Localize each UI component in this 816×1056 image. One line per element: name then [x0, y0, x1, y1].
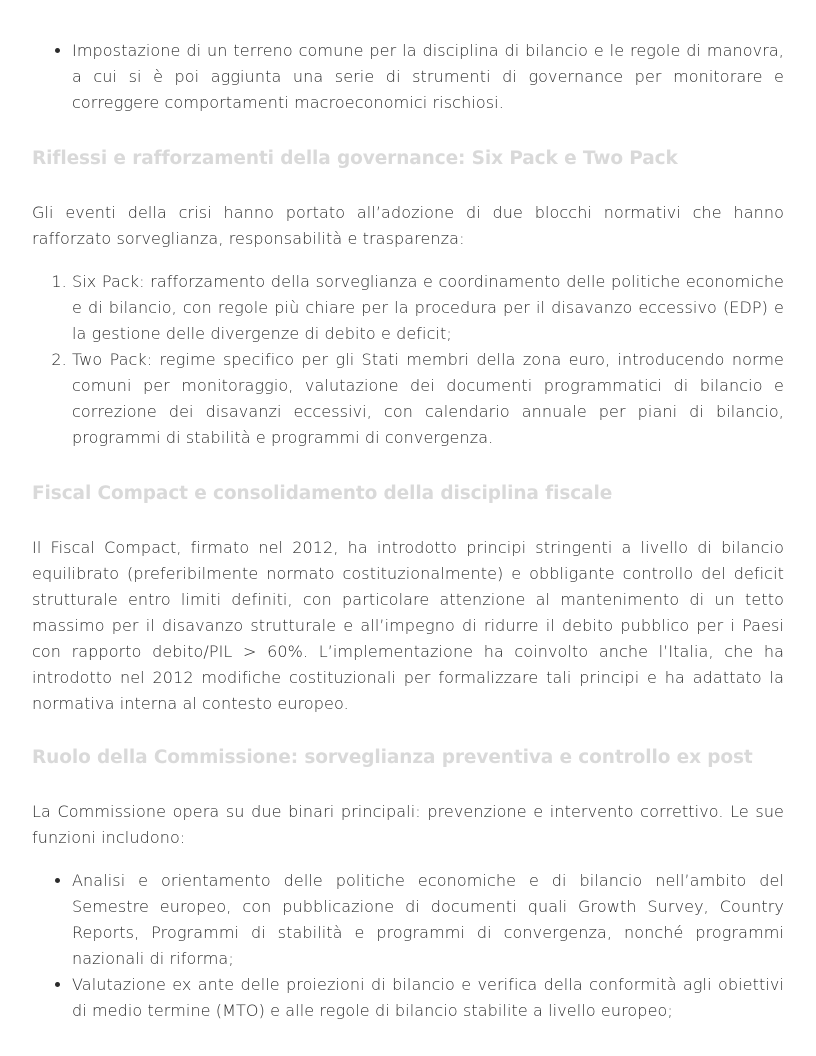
- intro-bullet-list: [32, 38, 784, 116]
- list-item: 1. Six Pack: rafforzamento della sorveglianza e coordinamento delle politiche economiche e di bilancio, con regole più chiare per la procedura per il disavanzo eccessivo (EDP) e la gestione delle divergenze di debito e deficit;: [72, 269, 784, 347]
- list-item: • Analisi e orientamento delle politiche economiche e di bilancio nell’ambito del Semestre europeo, con pubblicazione di documenti quali Growth Survey, Country Reports, Programmi di stabilità e programmi di convergenza, nonché programmi nazionali di riforma;: [72, 868, 784, 972]
- list-item: • Valutazione ex ante delle proiezioni di bilancio e verifica della conformità agli obiettivi di medio termine (MTO) e alle regole di bilancio stabilite a livello europeo;: [72, 972, 784, 1024]
- numbered-list: [32, 269, 784, 451]
- bullet-list: [32, 868, 784, 1024]
- section-heading-six-two-pack: Riflessi e rafforzamenti della governance: Six Pack e Two Pack: [32, 148, 678, 169]
- section-paragraph: La Commissione opera su due binari principali: prevenzione e intervento correttivo. Le sue funzioni includono:: [32, 802, 784, 847]
- section-paragraph: Gli eventi della crisi hanno portato all’adozione di due blocchi normativi che hanno rafforzato sorveglianza, responsabilità e trasparenza:: [32, 203, 784, 248]
- section-heading-commissione: Ruolo della Commissione: sorveglianza preventiva e controllo ex post: [32, 747, 753, 768]
- section-paragraph: Il Fiscal Compact, firmato nel 2012, ha introdotto principi stringenti a livello di bilancio equilibrato (preferibilmente normato costituzionalmente) e obbligante controllo del deficit strutturale entro limiti definiti, con particolare attenzione al mantenimento di un tetto massimo per il disavanzo strutturale e all’impegno di ridurre il debito pubblico per i Paesi con rapporto debito/PIL > 60%. L’implementazione ha coinvolto anche l’Italia, che ha introdotto nel 2012 modifiche costituzionali per formalizzare tali principi e ha adattato la normativa interna al contesto europeo.: [32, 538, 784, 713]
- list-item: • Impostazione di un terreno comune per la disciplina di bilancio e le regole di manovra, a cui si è poi aggiunta una serie di strumenti di governance per monitorare e correggere comportamenti macroeconomici rischiosi.: [72, 38, 784, 116]
- list-item: 2. Two Pack: regime specifico per gli Stati membri della zona euro, introducendo norme comuni per monitoraggio, valutazione dei documenti programmatici di bilancio e correzione dei disavanzi eccessivi, con calendario annuale per piani di bilancio, programmi di stabilità e programmi di convergenza.: [72, 347, 784, 451]
- section-heading-fiscal-compact: Fiscal Compact e consolidamento della disciplina fiscale: [32, 483, 613, 504]
